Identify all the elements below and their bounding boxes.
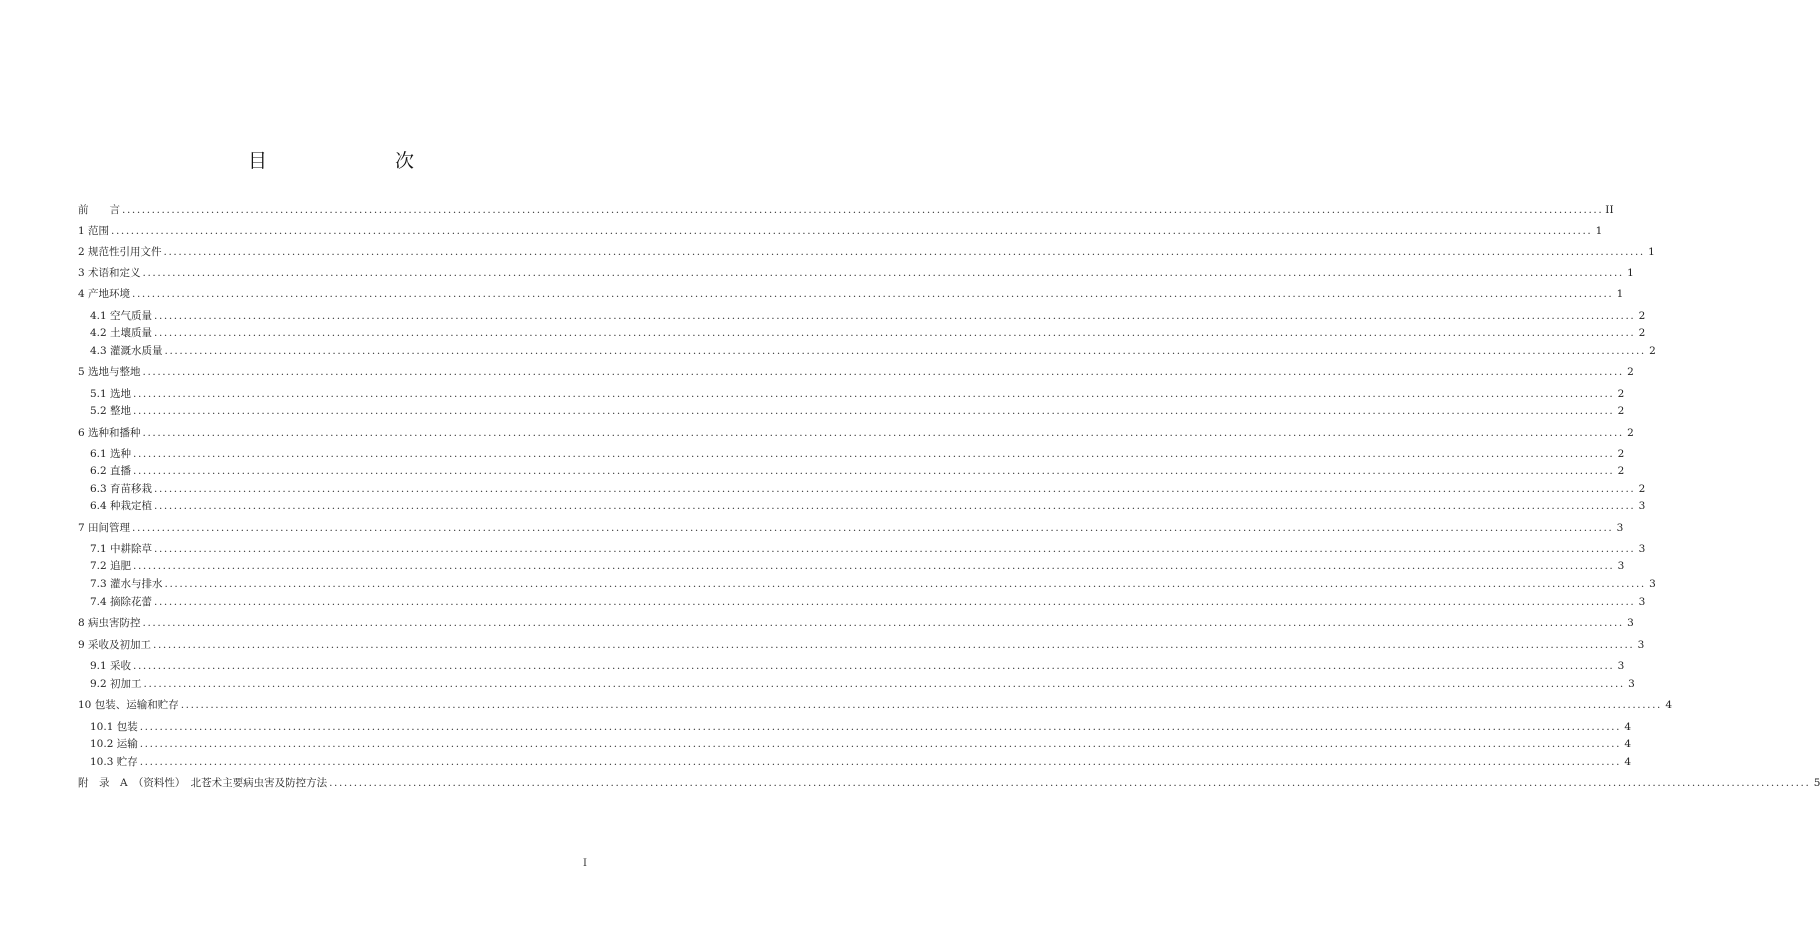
toc-entry-label: 6.1 选种: [90, 448, 132, 460]
toc-entry-page: 2: [1627, 427, 1634, 439]
toc-entry-page: 3: [1617, 560, 1625, 572]
toc-entry-label: 5.2 整地: [90, 405, 132, 417]
toc-entry-page: 3: [1649, 578, 1656, 590]
toc-entry-page: 2: [1617, 448, 1625, 460]
dot-leader: ............................................................................................................................................................................................................................................................................................................: [154, 310, 1636, 322]
dot-leader: ............................................................................................................................................................................................................................................................................................................: [153, 639, 1635, 651]
toc-entry-label: 6.2 直播: [90, 465, 132, 477]
toc-entry-page: 2: [1638, 327, 1646, 339]
toc-entry[interactable]: [90, 482, 1646, 496]
toc-entry[interactable]: [90, 447, 1625, 461]
toc-entry-label: 6.4 种栽定植: [90, 500, 153, 512]
toc-entry-page: 3: [1616, 522, 1624, 534]
toc-entry-page: 3: [1617, 660, 1625, 672]
toc-entry[interactable]: [78, 698, 1672, 712]
toc-entry[interactable]: [90, 659, 1625, 673]
toc-entry[interactable]: [78, 426, 1634, 440]
toc-entry[interactable]: [78, 224, 1603, 238]
toc-entry-label: 10.2 运输: [90, 738, 138, 750]
toc-entry-label: 10 包装、运输和贮存: [78, 699, 179, 711]
toc-entry[interactable]: [90, 499, 1646, 513]
dot-leader: ............................................................................................................................................................................................................................................................................................................: [142, 267, 1624, 279]
toc-entry-page: 4: [1624, 721, 1632, 733]
toc-entry[interactable]: [90, 404, 1625, 418]
toc-entry-label: 7.4 摘除花蕾: [90, 596, 153, 608]
page-number: I: [583, 858, 587, 869]
dot-leader: ............................................................................................................................................................................................................................................................................................................: [133, 388, 1615, 400]
toc-entry[interactable]: [90, 720, 1632, 734]
toc-entry-label: 7.1 中耕除草: [90, 543, 153, 555]
toc-entry-label: 9.1 采收: [90, 660, 132, 672]
dot-leader: ............................................................................................................................................................................................................................................................................................................: [111, 225, 1593, 237]
toc-entry-page: 3: [1627, 617, 1634, 629]
toc-entry[interactable]: [90, 309, 1646, 323]
toc-entry-label: 6.3 育苗移栽: [90, 483, 153, 495]
toc-entry-label: 9.2 初加工: [90, 678, 142, 690]
toc-entry-label: 7.2 追肥: [90, 560, 132, 572]
toc-entry-page: 1: [1616, 288, 1624, 300]
dot-leader: ............................................................................................................................................................................................................................................................................................................: [133, 448, 1615, 460]
dot-leader: ............................................................................................................................................................................................................................................................................................................: [163, 246, 1645, 258]
dot-leader: ............................................................................................................................................................................................................................................................................................................: [132, 522, 1614, 534]
dot-leader: ............................................................................................................................................................................................................................................................................................................: [154, 543, 1636, 555]
toc-entry[interactable]: [78, 365, 1634, 379]
toc-entry-label: 附 录 A （资料性） 北苍术主要病虫害及防控方法: [78, 777, 328, 789]
toc-entry-label: 前 言: [78, 204, 120, 216]
toc-entry[interactable]: [90, 344, 1656, 358]
toc-entry[interactable]: [90, 559, 1625, 573]
toc-entry-page: 2: [1617, 405, 1625, 417]
toc-entry-page: 4: [1624, 756, 1632, 768]
dot-leader: ............................................................................................................................................................................................................................................................................................................: [142, 617, 1624, 629]
dot-leader: ............................................................................................................................................................................................................................................................................................................: [143, 678, 1625, 690]
page-title: 目 次: [247, 150, 444, 172]
toc-entry[interactable]: [90, 577, 1656, 591]
dot-leader: ............................................................................................................................................................................................................................................................................................................: [133, 405, 1615, 417]
table-of-contents: [78, 0, 1820, 936]
dot-leader: ............................................................................................................................................................................................................................................................................................................: [154, 596, 1636, 608]
toc-entry-page: 2: [1617, 388, 1625, 400]
toc-entry-label: 4.1 空气质量: [90, 310, 153, 322]
toc-entry-page: 1: [1648, 246, 1655, 258]
toc-entry-page: 2: [1638, 483, 1646, 495]
dot-leader: ............................................................................................................................................................................................................................................................................................................: [122, 204, 1604, 216]
dot-leader: ............................................................................................................................................................................................................................................................................................................: [142, 366, 1624, 378]
toc-entry[interactable]: [90, 595, 1646, 609]
toc-entry-page: 4: [1665, 699, 1672, 711]
dot-leader: ............................................................................................................................................................................................................................................................................................................: [154, 500, 1636, 512]
toc-entry[interactable]: [78, 287, 1624, 301]
toc-entry-page: II: [1605, 204, 1614, 216]
toc-entry-page: 2: [1638, 310, 1646, 322]
dot-leader: ............................................................................................................................................................................................................................................................................................................: [154, 483, 1636, 495]
toc-entry[interactable]: [78, 616, 1634, 630]
dot-leader: ............................................................................................................................................................................................................................................................................................................: [180, 699, 1662, 711]
dot-leader: ............................................................................................................................................................................................................................................................................................................: [164, 578, 1646, 590]
toc-entry-label: 10.1 包装: [90, 721, 138, 733]
dot-leader: ............................................................................................................................................................................................................................................................................................................: [132, 288, 1614, 300]
toc-entry-page: 3: [1638, 596, 1646, 608]
toc-entry[interactable]: [90, 755, 1632, 769]
dot-leader: ............................................................................................................................................................................................................................................................................................................: [139, 738, 1622, 750]
toc-entry-page: 2: [1627, 366, 1634, 378]
dot-leader: ............................................................................................................................................................................................................................................................................................................: [133, 560, 1615, 572]
toc-entry-page: 2: [1649, 345, 1656, 357]
toc-entry-page: 4: [1624, 738, 1632, 750]
toc-entry-page: 3: [1638, 543, 1646, 555]
toc-entry[interactable]: [78, 521, 1624, 535]
dot-leader: ............................................................................................................................................................................................................................................................................................................: [154, 327, 1636, 339]
toc-entry[interactable]: [90, 326, 1646, 340]
toc-entry-label: 4.2 土壤质量: [90, 327, 153, 339]
toc-entry-label: 4.3 灌溉水质量: [90, 345, 163, 357]
toc-entry-label: 6 选种和播种: [78, 427, 141, 439]
toc-entry-label: 4 产地环境: [78, 288, 131, 300]
dot-leader: ............................................................................................................................................................................................................................................................................................................: [164, 345, 1646, 357]
toc-entry[interactable]: [78, 266, 1634, 280]
toc-entry[interactable]: [90, 387, 1625, 401]
toc-entry-label: 2 规范性引用文件: [78, 246, 162, 258]
toc-entry-page: 2: [1617, 465, 1625, 477]
toc-entry[interactable]: [78, 776, 1820, 790]
toc-entry[interactable]: [78, 638, 1645, 652]
toc-entry-label: 7 田间管理: [78, 522, 131, 534]
toc-entry-label: 10.3 贮存: [90, 756, 138, 768]
dot-leader: ............................................................................................................................................................................................................................................................................................................: [329, 777, 1811, 789]
dot-leader: ............................................................................................................................................................................................................................................................................................................: [139, 721, 1622, 733]
dot-leader: ............................................................................................................................................................................................................................................................................................................: [133, 465, 1615, 477]
toc-entry-label: 5.1 选地: [90, 388, 132, 400]
toc-entry-label: 5 选地与整地: [78, 366, 141, 378]
toc-entry-label: 1 范围: [78, 225, 110, 237]
toc-entry-label: 3 术语和定义: [78, 267, 141, 279]
toc-entry[interactable]: [90, 677, 1635, 691]
toc-entry-label: 9 采收及初加工: [78, 639, 152, 651]
toc-entry-page: 1: [1595, 225, 1603, 237]
dot-leader: ............................................................................................................................................................................................................................................................................................................: [142, 427, 1624, 439]
dot-leader: ............................................................................................................................................................................................................................................................................................................: [133, 660, 1615, 672]
dot-leader: ............................................................................................................................................................................................................................................................................................................: [139, 756, 1622, 768]
toc-entry-page: 3: [1638, 500, 1646, 512]
toc-entry-page: 3: [1637, 639, 1645, 651]
toc-entry-page: 1: [1627, 267, 1634, 279]
toc-entry-page: 5: [1813, 777, 1820, 789]
toc-entry-label: 8 病虫害防控: [78, 617, 141, 629]
toc-entry[interactable]: [90, 542, 1646, 556]
toc-entry[interactable]: [78, 245, 1655, 259]
toc-entry-page: 3: [1628, 678, 1635, 690]
toc-entry-label: 7.3 灌水与排水: [90, 578, 163, 590]
toc-entry[interactable]: [90, 464, 1625, 478]
toc-entry[interactable]: [78, 203, 1614, 217]
toc-entry[interactable]: [90, 737, 1632, 751]
